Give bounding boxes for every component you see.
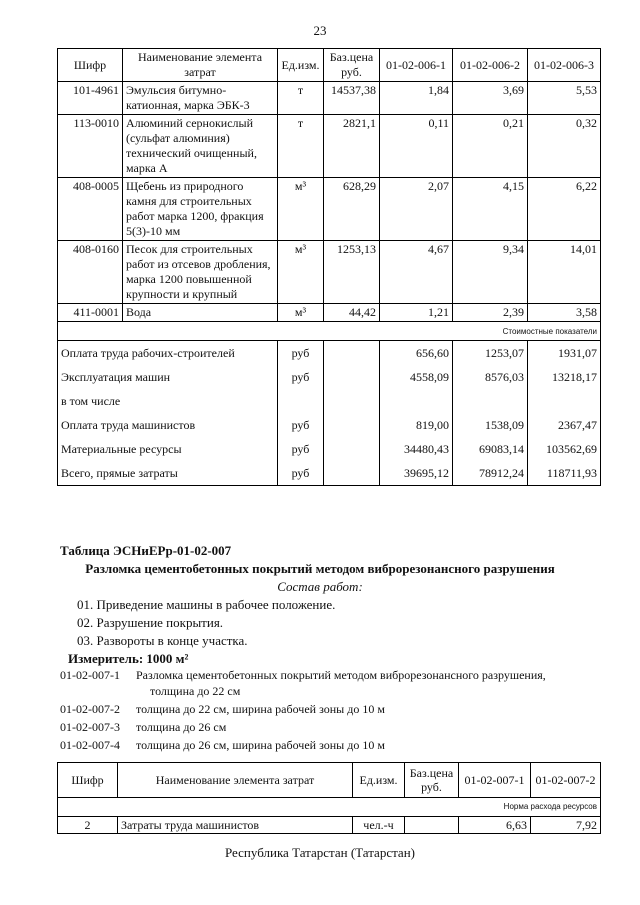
row-unit: чел.-ч xyxy=(353,817,405,834)
summary-value-1: 819,00 xyxy=(380,413,453,437)
work-step: 03. Развороты в конце участка. xyxy=(77,633,248,648)
row-unit: т xyxy=(278,115,324,178)
row-price xyxy=(405,817,459,834)
row-value-1: 0,11 xyxy=(380,115,453,178)
header-col-2: 01-02-006-2 xyxy=(453,49,528,82)
header-price: Баз.цена руб. xyxy=(324,49,380,82)
row-name: Затраты труда машинистов xyxy=(118,817,353,834)
summary-label: в том числе xyxy=(58,389,278,413)
item-text-cont: толщина до 22 см xyxy=(150,684,241,698)
row-unit: м³ xyxy=(278,241,324,304)
summary-value-2: 8576,03 xyxy=(453,365,528,389)
row-value-3: 14,01 xyxy=(528,241,601,304)
row-price: 44,42 xyxy=(324,304,380,322)
summary-label: Материальные ресурсы xyxy=(58,437,278,461)
row-value-2: 0,21 xyxy=(453,115,528,178)
summary-value-1: 656,60 xyxy=(380,341,453,366)
row-name: Щебень из природного камня для строительных работ марка 1200, фракция 5(3)-10 мм xyxy=(123,178,278,241)
item-text: толщина до 22 см, ширина рабочей зоны до 10 м xyxy=(136,702,385,716)
row-price: 1253,13 xyxy=(324,241,380,304)
table-row xyxy=(58,241,601,304)
row-unit: м³ xyxy=(278,178,324,241)
resource-norm-row xyxy=(58,798,601,817)
work-step: 02. Разрушение покрытия. xyxy=(77,615,224,630)
summary-label: Эксплуатация машин xyxy=(58,365,278,389)
header-code: Шифр xyxy=(58,49,123,82)
row-value-2: 4,15 xyxy=(453,178,528,241)
table-header-row xyxy=(58,763,601,798)
row-value-3: 0,32 xyxy=(528,115,601,178)
table-title: Таблица ЭСНиЕРр-01-02-007 xyxy=(60,543,232,558)
table-row xyxy=(58,817,601,834)
table-row xyxy=(58,115,601,178)
summary-value-1: 39695,12 xyxy=(380,461,453,486)
row-code: 101-4961 xyxy=(58,82,123,115)
summary-row xyxy=(58,365,601,389)
row-price: 628,29 xyxy=(324,178,380,241)
row-value-3: 6,22 xyxy=(528,178,601,241)
item-text: толщина до 26 см xyxy=(136,720,227,734)
summary-unit: руб xyxy=(278,365,324,389)
row-value-1: 6,63 xyxy=(459,817,531,834)
item-code: 01-02-007-2 xyxy=(60,702,120,716)
summary-unit xyxy=(278,389,324,413)
item-text: толщина до 26 см, ширина рабочей зоны до 10 м xyxy=(136,738,385,752)
work-step: 01. Приведение машины в рабочее положение. xyxy=(77,597,336,612)
resource-norm-note: Норма расхода ресурсов xyxy=(58,798,601,817)
item-code: 01-02-007-4 xyxy=(60,738,120,752)
row-name: Алюминий сернокислый (сульфат алюминия) технический очищенный, марка А xyxy=(123,115,278,178)
summary-value-3 xyxy=(528,389,601,413)
row-value-2: 2,39 xyxy=(453,304,528,322)
summary-value-2: 1253,07 xyxy=(453,341,528,366)
summary-value-3: 13218,17 xyxy=(528,365,601,389)
header-name: Наименование элемента затрат xyxy=(118,763,353,798)
summary-unit: руб xyxy=(278,413,324,437)
table-row xyxy=(58,178,601,241)
summary-value-2: 69083,14 xyxy=(453,437,528,461)
summary-value-1: 4558,09 xyxy=(380,365,453,389)
cost-indicators-row xyxy=(58,322,601,341)
summary-value-3: 1931,07 xyxy=(528,341,601,366)
summary-row xyxy=(58,461,601,486)
summary-value-3: 2367,47 xyxy=(528,413,601,437)
section-heading: Разломка цементобетонных покрытий методом виброрезонансного разрушения xyxy=(85,561,555,576)
summary-label: Всего, прямые затраты xyxy=(58,461,278,486)
summary-unit: руб xyxy=(278,341,324,366)
row-value-2: 7,92 xyxy=(531,817,601,834)
row-name: Вода xyxy=(123,304,278,322)
header-price: Баз.цена руб. xyxy=(405,763,459,798)
summary-row xyxy=(58,413,601,437)
header-unit: Ед.изм. xyxy=(278,49,324,82)
row-value-2: 3,69 xyxy=(453,82,528,115)
composition-label: Состав работ: xyxy=(277,579,363,594)
header-col-1: 01-02-006-1 xyxy=(380,49,453,82)
table-row xyxy=(58,82,601,115)
resources-table-007 xyxy=(57,762,601,834)
item-text: Разломка цементобетонных покрытий методом виброрезонансного разрушения, xyxy=(136,668,546,682)
summary-row xyxy=(58,389,601,413)
summary-value-3: 118711,93 xyxy=(528,461,601,486)
row-value-2: 9,34 xyxy=(453,241,528,304)
item-code: 01-02-007-3 xyxy=(60,720,120,734)
row-price: 2821,1 xyxy=(324,115,380,178)
summary-value-1 xyxy=(380,389,453,413)
summary-label: Оплата труда машинистов xyxy=(58,413,278,437)
row-code: 113-0010 xyxy=(58,115,123,178)
header-code: Шифр xyxy=(58,763,118,798)
row-value-1: 2,07 xyxy=(380,178,453,241)
summary-value-2: 78912,24 xyxy=(453,461,528,486)
row-price: 14537,38 xyxy=(324,82,380,115)
summary-unit: руб xyxy=(278,461,324,486)
summary-value-2 xyxy=(453,389,528,413)
row-value-1: 1,84 xyxy=(380,82,453,115)
row-value-3: 5,53 xyxy=(528,82,601,115)
header-unit: Ед.изм. xyxy=(353,763,405,798)
row-value-1: 1,21 xyxy=(380,304,453,322)
item-code: 01-02-007-1 xyxy=(60,668,120,682)
page-number: 23 xyxy=(313,23,327,38)
row-unit: т xyxy=(278,82,324,115)
resources-table-006 xyxy=(57,48,601,486)
row-name: Эмульсия битумно-катионная, марка ЭБК-3 xyxy=(123,82,278,115)
summary-row xyxy=(58,341,601,366)
cost-indicators-note: Стоимостные показатели xyxy=(58,322,601,341)
summary-unit: руб xyxy=(278,437,324,461)
row-code: 408-0160 xyxy=(58,241,123,304)
summary-value-1: 34480,43 xyxy=(380,437,453,461)
summary-value-2: 1538,09 xyxy=(453,413,528,437)
summary-label: Оплата труда рабочих-строителей xyxy=(58,341,278,366)
header-col-2: 01-02-007-2 xyxy=(531,763,601,798)
summary-row xyxy=(58,437,601,461)
footer-region: Республика Татарстан (Татарстан) xyxy=(225,845,415,860)
row-code: 411-0001 xyxy=(58,304,123,322)
table-row xyxy=(58,304,601,322)
row-unit: м³ xyxy=(278,304,324,322)
meter-label: Измеритель: 1000 м² xyxy=(68,651,189,666)
row-code: 408-0005 xyxy=(58,178,123,241)
row-value-1: 4,67 xyxy=(380,241,453,304)
header-col-3: 01-02-006-3 xyxy=(528,49,601,82)
summary-value-3: 103562,69 xyxy=(528,437,601,461)
header-name: Наименование элемента затрат xyxy=(123,49,278,82)
row-value-3: 3,58 xyxy=(528,304,601,322)
row-name: Песок для строительных работ из отсевов дробления, марка 1200 повышенной крупности и крупный xyxy=(123,241,278,304)
row-code: 2 xyxy=(58,817,118,834)
table-header-row xyxy=(58,49,601,82)
header-col-1: 01-02-007-1 xyxy=(459,763,531,798)
